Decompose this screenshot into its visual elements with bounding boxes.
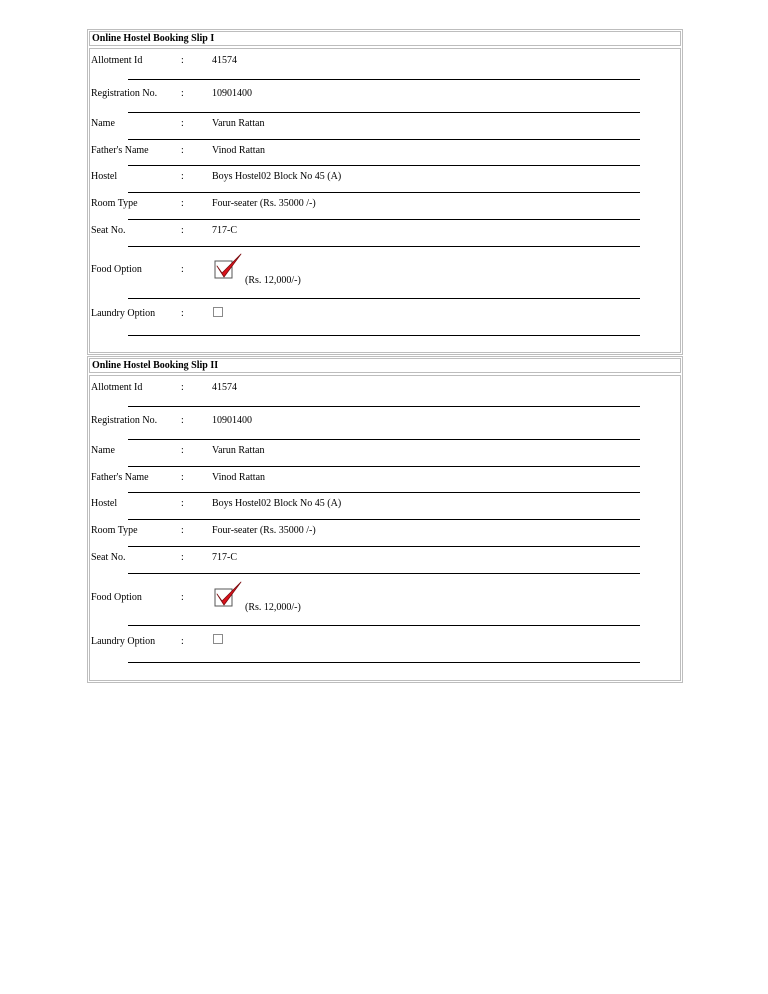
- colon: :: [181, 171, 184, 182]
- colon: :: [181, 55, 184, 66]
- room-type-label: Room Type: [91, 525, 138, 536]
- colon: :: [181, 592, 184, 603]
- allotment-id-label: Allotment Id: [91, 55, 143, 66]
- divider: [128, 546, 640, 547]
- laundry-option-checkbox[interactable]: [213, 634, 223, 644]
- colon: :: [181, 552, 184, 563]
- colon: :: [181, 145, 184, 156]
- divider: [128, 112, 640, 113]
- colon: :: [181, 445, 184, 456]
- divider: [128, 519, 640, 520]
- colon: :: [181, 88, 184, 99]
- room-type-value: Four-seater (Rs. 35000 /-): [212, 198, 316, 209]
- allotment-id-value: 41574: [212, 382, 237, 393]
- allotment-id-label: Allotment Id: [91, 382, 143, 393]
- divider: [128, 246, 640, 247]
- room-type-value: Four-seater (Rs. 35000 /-): [212, 525, 316, 536]
- laundry-option-label: Laundry Option: [91, 636, 156, 647]
- divider: [128, 439, 640, 440]
- food-option-price: (Rs. 12,000/-): [245, 602, 301, 613]
- slip-body: [89, 48, 681, 353]
- food-option-checkbox-checked-icon[interactable]: [214, 581, 244, 607]
- divider: [128, 298, 640, 299]
- colon: :: [181, 198, 184, 209]
- fathers-name-value: Vinod Rattan: [212, 145, 266, 156]
- divider: [128, 492, 640, 493]
- divider: [128, 573, 640, 574]
- booking-slip-2: [87, 356, 683, 683]
- booking-slip-1: [87, 29, 683, 355]
- divider: [128, 79, 640, 80]
- registration-no-value: 10901400: [212, 88, 252, 99]
- slip-header: [89, 358, 681, 373]
- slip-body: [89, 375, 681, 681]
- divider: [128, 406, 640, 407]
- slip-title: Online Hostel Booking Slip I: [92, 33, 215, 44]
- colon: :: [181, 382, 184, 393]
- colon: :: [181, 498, 184, 509]
- registration-no-label: Registration No.: [91, 415, 158, 426]
- divider: [128, 219, 640, 220]
- colon: :: [181, 225, 184, 236]
- colon: :: [181, 525, 184, 536]
- fathers-name-value: Vinod Rattan: [212, 472, 266, 483]
- hostel-value: Boys Hostel02 Block No 45 (A): [212, 498, 342, 509]
- colon: :: [181, 415, 184, 426]
- hostel-label: Hostel: [91, 498, 118, 509]
- divider: [128, 662, 640, 663]
- divider: [128, 192, 640, 193]
- seat-no-value: 717-C: [212, 552, 237, 563]
- food-option-label: Food Option: [91, 264, 142, 275]
- divider: [128, 139, 640, 140]
- room-type-label: Room Type: [91, 198, 138, 209]
- hostel-value: Boys Hostel02 Block No 45 (A): [212, 171, 342, 182]
- colon: :: [181, 636, 184, 647]
- fathers-name-label: Father's Name: [91, 145, 149, 156]
- name-label: Name: [91, 445, 115, 456]
- slip-header: [89, 31, 681, 46]
- divider: [128, 466, 640, 467]
- divider: [128, 625, 640, 626]
- hostel-label: Hostel: [91, 171, 118, 182]
- laundry-option-label: Laundry Option: [91, 308, 156, 319]
- colon: :: [181, 264, 184, 275]
- food-option-checkbox-checked-icon[interactable]: [214, 253, 244, 279]
- colon: :: [181, 472, 184, 483]
- registration-no-value: 10901400: [212, 415, 252, 426]
- divider: [128, 165, 640, 166]
- divider: [128, 335, 640, 336]
- name-value: Varun Rattan: [212, 445, 265, 456]
- registration-no-label: Registration No.: [91, 88, 158, 99]
- allotment-id-value: 41574: [212, 55, 237, 66]
- food-option-price: (Rs. 12,000/-): [245, 275, 301, 286]
- seat-no-value: 717-C: [212, 225, 237, 236]
- colon: :: [181, 118, 184, 129]
- seat-no-label: Seat No.: [91, 225, 126, 236]
- fathers-name-label: Father's Name: [91, 472, 149, 483]
- colon: :: [181, 308, 184, 319]
- name-label: Name: [91, 118, 115, 129]
- slip-title: Online Hostel Booking Slip II: [92, 360, 219, 371]
- name-value: Varun Rattan: [212, 118, 265, 129]
- seat-no-label: Seat No.: [91, 552, 126, 563]
- food-option-label: Food Option: [91, 592, 142, 603]
- laundry-option-checkbox[interactable]: [213, 307, 223, 317]
